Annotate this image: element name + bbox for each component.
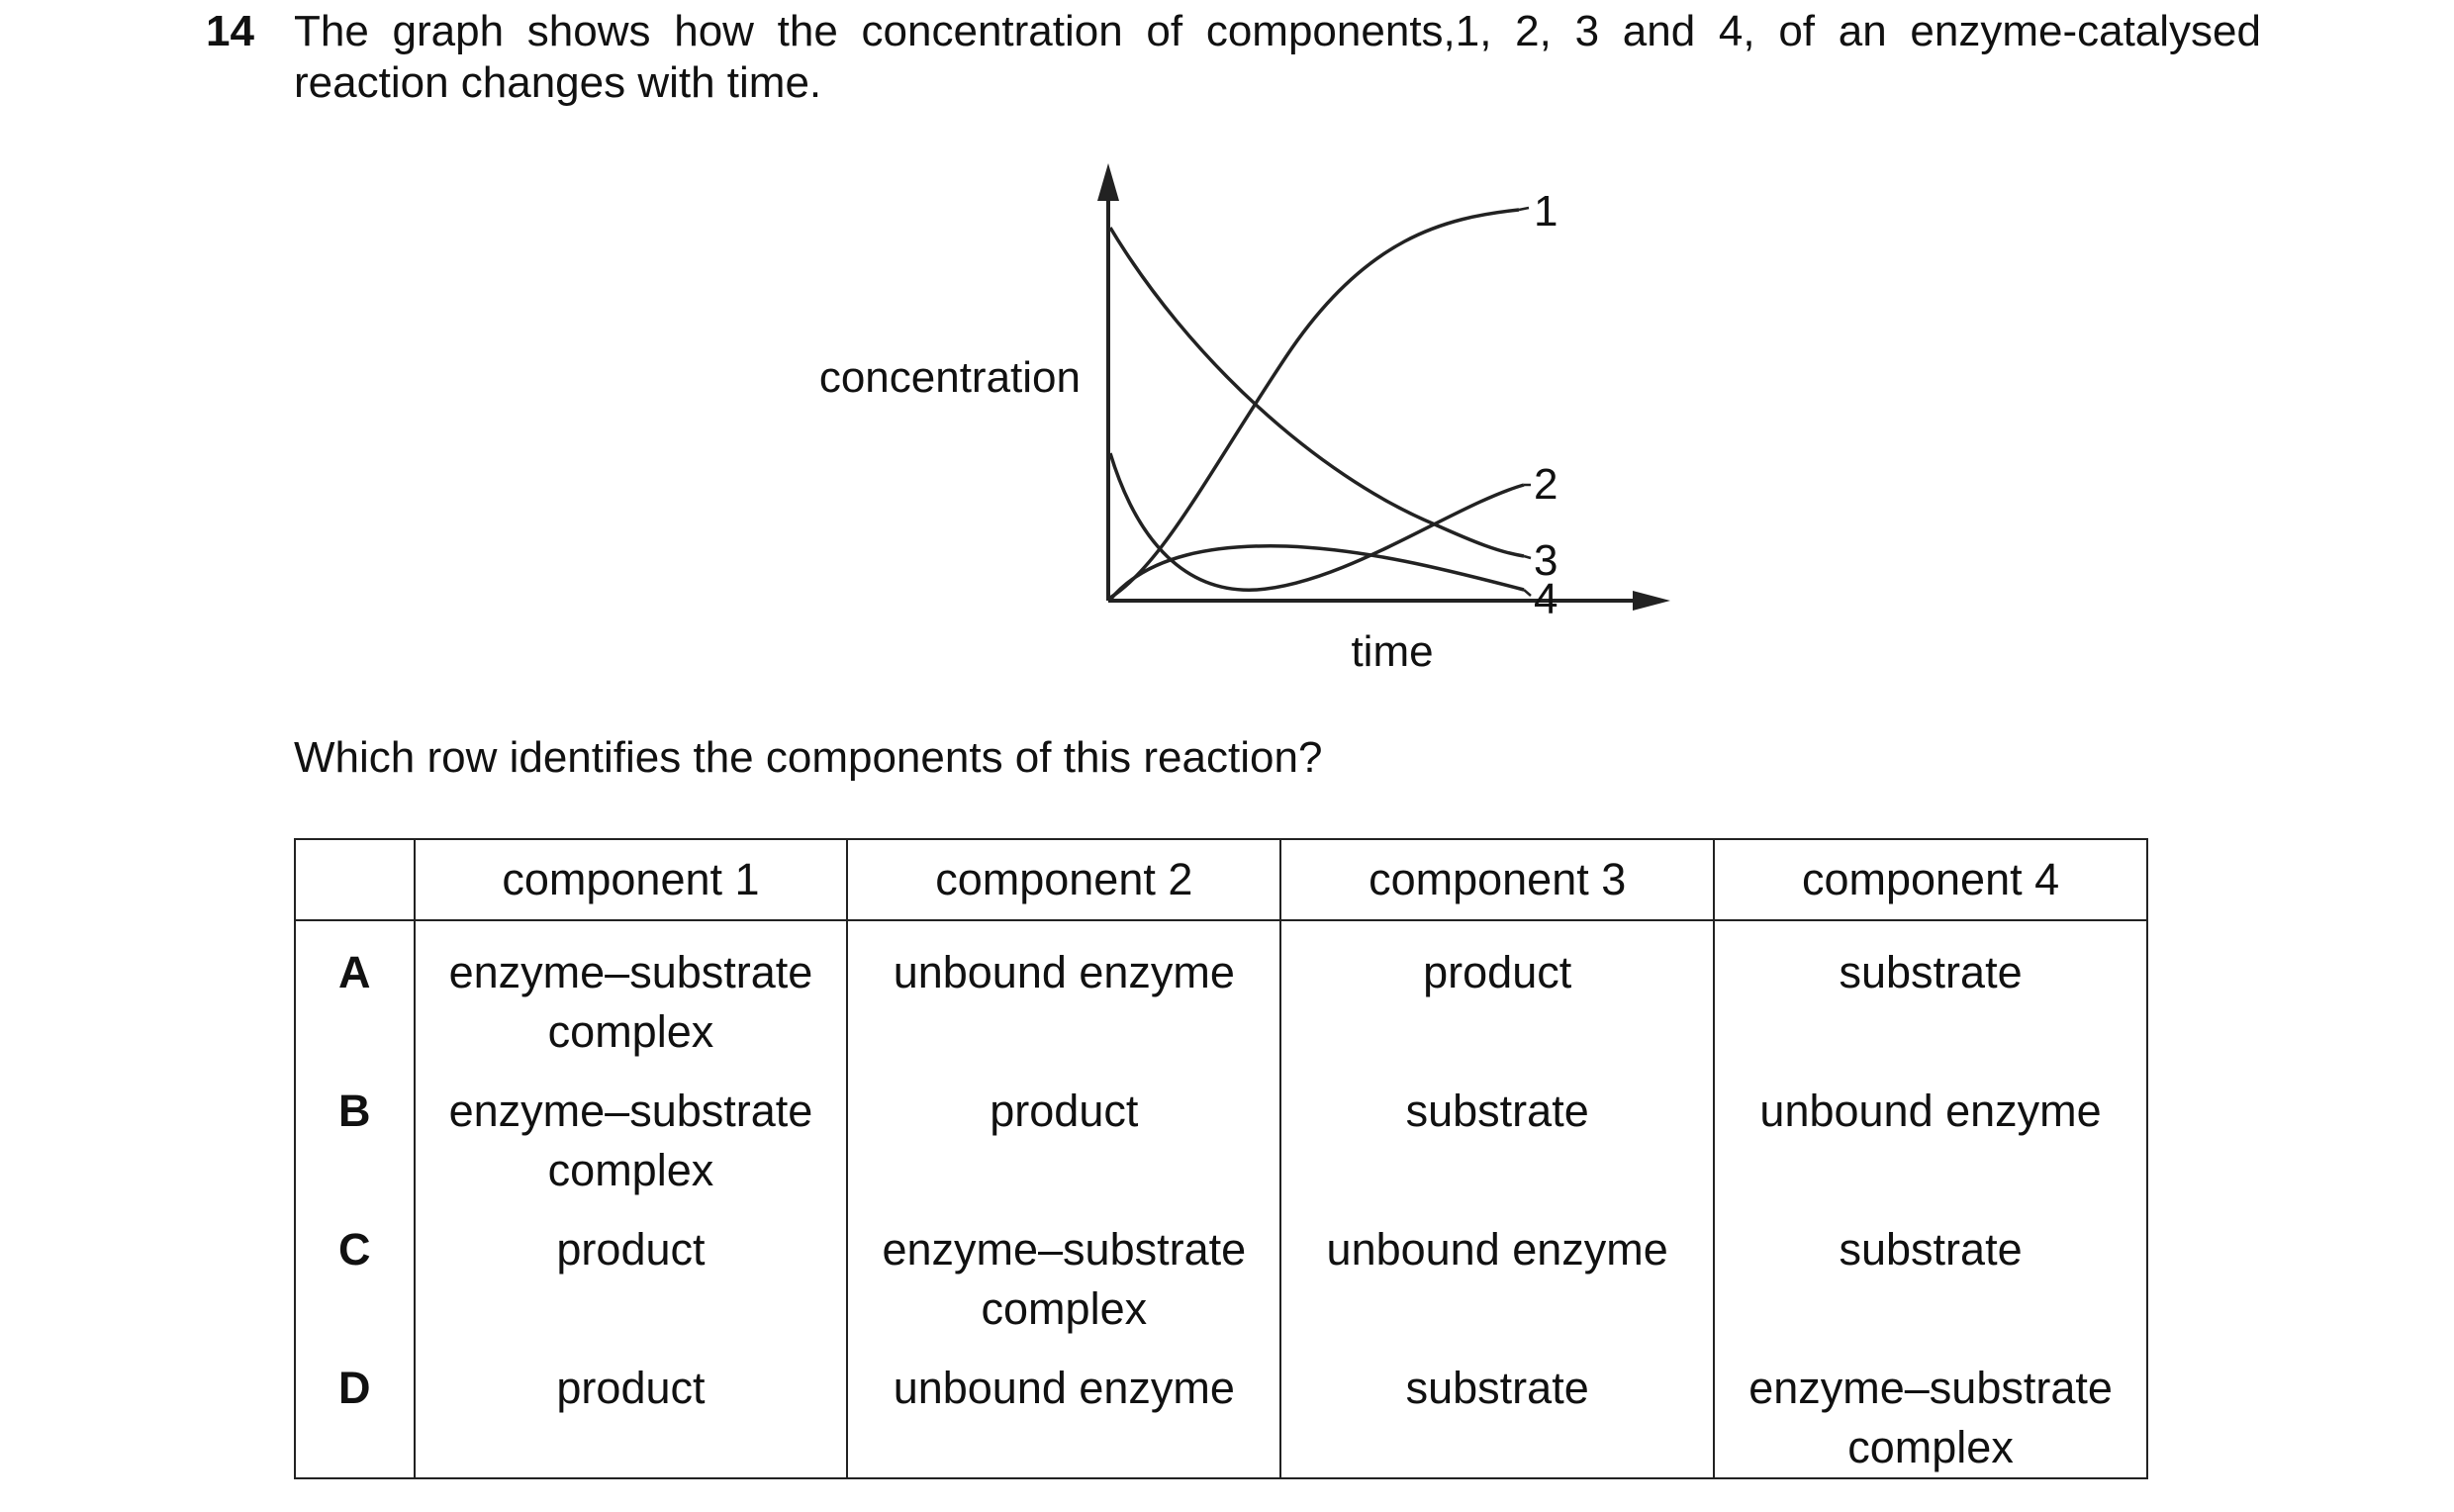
curve-4: [1110, 546, 1524, 600]
cell-component-3: [1280, 1210, 1714, 1349]
row-letter: D: [295, 1349, 415, 1478]
row-letter: C: [295, 1210, 415, 1349]
cell-text-line: enzyme–substrate: [882, 1224, 1247, 1275]
curve-label-2: 2: [1534, 460, 1558, 509]
x-axis-label: time: [1351, 627, 1434, 676]
cell-text-line: product: [990, 1086, 1139, 1136]
cell-text-line: complex: [547, 1145, 714, 1195]
row-letter: A: [295, 920, 415, 1072]
header-component-2: component 2: [847, 839, 1280, 920]
cell-component-4: [1714, 1210, 2147, 1349]
row-letter: B: [295, 1072, 415, 1210]
header-component-1: component 1: [415, 839, 848, 920]
cell-component-1: [415, 1349, 848, 1478]
cell-component-2: [847, 1210, 1280, 1349]
cell-text-line: substrate: [1839, 1224, 2023, 1275]
curve-label-1: 1: [1534, 187, 1558, 236]
question-number: 14: [206, 7, 254, 55]
y-axis-label: concentration: [818, 353, 1081, 402]
curve-1: [1110, 210, 1519, 598]
cell-text-line: complex: [1847, 1422, 2014, 1472]
answer-rows: [295, 920, 2147, 1478]
header-component-3: component 3: [1280, 839, 1714, 920]
cell-text-line: complex: [981, 1283, 1148, 1334]
cell-text-line: product: [1423, 947, 1572, 997]
y-axis-arrowhead: [1097, 163, 1119, 201]
question-prompt: Which row identifies the components of this reaction?: [294, 733, 1323, 782]
curve-label-4: 4: [1534, 575, 1558, 623]
cell-text-line: product: [556, 1363, 706, 1413]
cell-text-line: substrate: [1839, 947, 2023, 997]
table-header-row: [295, 839, 2147, 920]
cell-component-1: [415, 1072, 848, 1210]
cell-text-line: unbound enzyme: [1759, 1086, 2102, 1136]
header-blank: [295, 839, 415, 920]
question-text: The graph shows how the concentration of components,1, 2, 3 and 4, of an enzyme-catalysed reaction changes with time.: [294, 7, 2261, 107]
cell-component-3: [1280, 920, 1714, 1072]
curve-3: [1110, 228, 1524, 556]
header-component-4: component 4: [1714, 839, 2147, 920]
cell-text-line: enzyme–substrate: [1748, 1363, 2113, 1413]
cell-component-1: [415, 1210, 848, 1349]
cell-component-3: [1280, 1349, 1714, 1478]
cell-component-4: [1714, 1349, 2147, 1478]
cell-component-2: [847, 1349, 1280, 1478]
answer-table: [294, 838, 2148, 1479]
answer-row-c: [295, 1210, 2147, 1349]
cell-component-2: [847, 920, 1280, 1072]
cell-text-line: unbound enzyme: [893, 947, 1235, 997]
cell-text-line: complex: [547, 1006, 714, 1057]
cell-text-line: product: [556, 1224, 706, 1275]
answer-row-b: [295, 1072, 2147, 1210]
x-axis-arrowhead: [1633, 591, 1670, 611]
cell-text-line: enzyme–substrate: [448, 947, 813, 997]
curve-label-3: 3: [1534, 536, 1558, 585]
cell-text-line: substrate: [1405, 1086, 1589, 1136]
curve-2: [1110, 453, 1524, 590]
cell-component-2: [847, 1072, 1280, 1210]
cell-text-line: unbound enzyme: [1326, 1224, 1668, 1275]
cell-text-line: substrate: [1405, 1363, 1589, 1413]
answer-row-d: [295, 1349, 2147, 1478]
concentration-graph: [0, 0, 2454, 712]
answer-row-a: [295, 920, 2147, 1072]
cell-text-line: unbound enzyme: [893, 1363, 1235, 1413]
cell-component-3: [1280, 1072, 1714, 1210]
cell-component-4: [1714, 1072, 2147, 1210]
cell-text-line: enzyme–substrate: [448, 1086, 813, 1136]
cell-component-4: [1714, 920, 2147, 1072]
cell-component-1: [415, 920, 848, 1072]
